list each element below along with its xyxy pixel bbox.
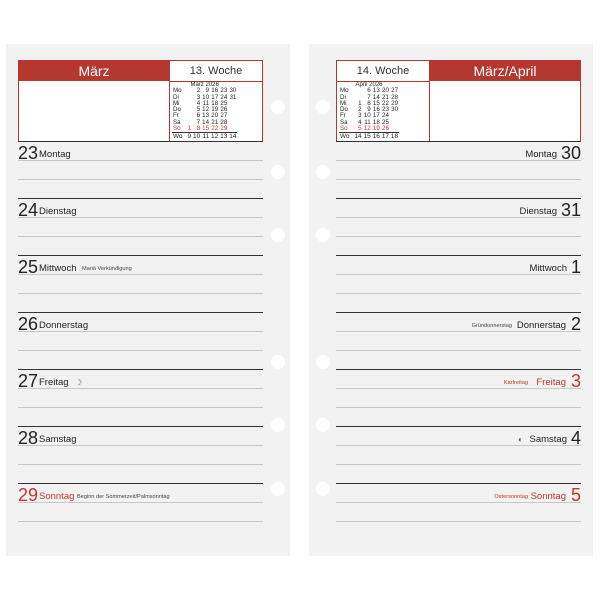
mini-calendar-cell: 27	[391, 87, 399, 95]
mini-calendar-cell: 7	[196, 118, 201, 126]
mini-calendar-cell: 13	[202, 112, 210, 120]
day-name: Mittwoch	[39, 263, 77, 274]
day-number: 27	[18, 371, 39, 391]
day-entry[interactable]	[336, 255, 581, 312]
mini-calendar-cell: 31	[229, 93, 237, 101]
punch-hole	[316, 418, 330, 432]
day-name: Donnerstag	[39, 320, 89, 331]
month-box	[18, 60, 170, 142]
day-number: 31	[560, 200, 581, 220]
mini-calendar-cell: 18	[390, 133, 399, 141]
mini-calendar-cell: 1	[187, 125, 192, 133]
left-header	[18, 60, 263, 142]
mini-calendar-cell: 22	[382, 99, 389, 107]
mini-calendar-cell: 19	[211, 106, 219, 114]
mini-calendar-cell: 19	[372, 125, 380, 133]
mini-calendar-cell: 21	[211, 118, 219, 126]
day-number: 25	[18, 257, 39, 277]
mini-calendar-cell: 29	[220, 125, 228, 133]
day-entry[interactable]	[336, 198, 581, 255]
day-name: Sonntag	[530, 491, 566, 502]
mini-calendar-cell: 17	[211, 93, 219, 101]
mini-calendar-cell: 17	[372, 112, 380, 120]
day-entry[interactable]	[18, 483, 263, 540]
punch-hole	[316, 228, 330, 242]
mini-calendar-table	[172, 88, 237, 140]
day-number: 28	[18, 428, 39, 448]
mini-calendar-cell: 6	[196, 112, 201, 120]
day-number: 3	[570, 371, 581, 391]
mini-calendar-row	[339, 126, 399, 133]
mini-calendar-cell: 7	[367, 93, 371, 101]
day-number: 23	[18, 143, 39, 163]
mini-calendar-cell: 2	[358, 106, 362, 114]
mini-calendar-cell: 12	[363, 125, 371, 133]
mini-calendar-weekday: Mi	[173, 99, 180, 107]
mini-calendar-cell: 25	[220, 99, 228, 107]
mini-calendar-title: März 2026	[190, 82, 219, 88]
mini-calendar-cell: 6	[367, 87, 371, 95]
mini-calendar-cell: 5	[196, 106, 201, 114]
day-number: 29	[18, 485, 39, 505]
mini-calendar-cell: 16	[372, 106, 380, 114]
week-box	[336, 60, 430, 142]
mini-calendar-cell: 30	[391, 106, 399, 114]
mini-calendar-cell: 28	[391, 93, 399, 101]
mini-calendar-row	[339, 133, 399, 141]
day-entry[interactable]	[336, 426, 581, 483]
mini-calendar-weekday: Sa	[340, 118, 348, 126]
mini-calendar-cell: 18	[372, 118, 380, 126]
day-name: Freitag	[536, 377, 566, 388]
mini-calendar-cell: 20	[382, 87, 389, 95]
mini-calendar-cell: 23	[220, 87, 228, 95]
day-entry[interactable]	[336, 312, 581, 369]
moon-phase-icon: ☽	[75, 378, 83, 387]
mini-calendar-cell: 3	[358, 112, 362, 120]
mini-calendar-cell: 9	[187, 133, 192, 141]
mini-calendar-weekday: Wo	[172, 133, 186, 141]
month-title: März	[19, 61, 169, 81]
day-entry[interactable]	[18, 426, 263, 483]
mini-calendar-weekday: Mo	[173, 87, 182, 95]
mini-calendar-cell: 9	[205, 87, 210, 95]
day-note: Gründonnerstag	[471, 323, 512, 329]
punch-hole	[271, 165, 285, 179]
month-box	[429, 60, 581, 142]
month-title: März/April	[430, 61, 580, 81]
mini-calendar-cell: 23	[382, 106, 389, 114]
mini-calendar-cell: 28	[220, 118, 228, 126]
punch-hole	[271, 228, 285, 242]
day-name: Freitag	[39, 377, 69, 388]
mini-calendar-cell: 4	[196, 99, 201, 107]
mini-calendar-cell: 16	[211, 87, 219, 95]
day-note: Mariä Verkündigung	[82, 266, 132, 272]
day-number: 2	[570, 314, 581, 334]
mini-calendar-cell	[228, 126, 237, 133]
mini-calendar-weekday: Wo	[339, 133, 353, 141]
mini-calendar-cell: 10	[202, 93, 210, 101]
punch-hole	[271, 418, 285, 432]
mini-calendar-cell: 29	[391, 99, 399, 107]
day-note: Beginn der Sommerzeit/Palmsonntag	[77, 494, 170, 500]
mini-calendar-cell: 15	[363, 133, 371, 141]
day-entry[interactable]	[336, 483, 581, 540]
punch-hole	[316, 355, 330, 369]
mini-calendar-cell: 27	[220, 112, 228, 120]
mini-calendar-cell: 24	[382, 112, 389, 120]
day-number: 1	[570, 257, 581, 277]
mini-calendar-weekday: Di	[340, 93, 346, 101]
mini-calendar-cell: 24	[220, 93, 228, 101]
day-name: Mittwoch	[529, 263, 567, 274]
day-number: 24	[18, 200, 39, 220]
mini-calendar-weekday: Fr	[340, 112, 346, 120]
mini-calendar-cell: 30	[229, 87, 237, 95]
day-number: 5	[570, 485, 581, 505]
mini-calendar-cell: 8	[196, 125, 201, 133]
mini-calendar-cell: 8	[367, 99, 371, 107]
mini-calendar-cell: 18	[211, 99, 219, 107]
mini-calendar-cell: 11	[202, 133, 210, 141]
mini-calendar-weekday: Do	[340, 106, 348, 114]
mini-calendar-cell: 14	[354, 133, 362, 141]
day-name: Sonntag	[39, 491, 75, 502]
mini-calendar-cell: 10	[193, 133, 201, 141]
punch-hole	[316, 165, 330, 179]
mini-calendar-weekday: Sa	[173, 118, 181, 126]
mini-calendar-weekday: Mi	[340, 99, 347, 107]
mini-calendar-weekday: Di	[173, 93, 179, 101]
punch-hole	[316, 100, 330, 114]
mini-calendar-cell: 26	[382, 125, 389, 133]
day-name: Donnerstag	[516, 320, 566, 331]
mini-calendar-cell: 4	[358, 118, 362, 126]
mini-calendar-cell: 3	[196, 93, 201, 101]
punch-hole	[316, 482, 330, 496]
week-title: 13. Woche	[170, 61, 262, 82]
mini-calendar-cell: 13	[372, 87, 380, 95]
mini-calendar-cell: 26	[220, 106, 228, 114]
day-entry[interactable]	[336, 141, 581, 198]
day-number: 30	[560, 143, 581, 163]
day-note: Karfreitag	[503, 380, 528, 386]
mini-calendar-table	[339, 88, 399, 140]
day-entry[interactable]	[18, 369, 263, 426]
day-entry[interactable]	[18, 198, 263, 255]
mini-calendar-cell: 13	[220, 133, 228, 141]
punch-hole	[271, 100, 285, 114]
mini-calendar-cell: 22	[211, 125, 219, 133]
mini-calendar	[172, 82, 237, 141]
day-name: Samstag	[39, 434, 77, 445]
moon-phase-icon: ◐	[518, 435, 523, 444]
day-entry[interactable]	[18, 255, 263, 312]
mini-calendar-weekday: So	[173, 125, 181, 133]
week-title: 14. Woche	[337, 61, 429, 82]
mini-calendar-cell: 12	[211, 133, 219, 141]
mini-calendar-cell: 11	[202, 99, 210, 107]
week-box	[169, 60, 263, 142]
day-entry[interactable]	[336, 369, 581, 426]
mini-calendar-cell: 21	[382, 93, 389, 101]
mini-calendar-weekday: Mo	[340, 87, 349, 95]
mini-calendar-cell: 17	[381, 133, 389, 141]
mini-calendar-cell	[390, 126, 399, 133]
day-name: Montag	[525, 149, 557, 160]
day-name: Dienstag	[39, 206, 77, 217]
mini-calendar-cell: 9	[367, 106, 371, 114]
mini-calendar-cell: 5	[358, 125, 362, 133]
mini-calendar-cell: 1	[358, 99, 362, 107]
mini-calendar-weekday: Do	[173, 106, 181, 114]
mini-calendar-cell: 20	[211, 112, 219, 120]
mini-calendar-cell: 15	[202, 125, 210, 133]
mini-calendar-cell: 12	[202, 106, 210, 114]
day-name: Montag	[39, 149, 71, 160]
punch-hole	[271, 355, 285, 369]
mini-calendar-cell: 14	[229, 133, 237, 141]
day-name: Samstag	[529, 434, 567, 445]
right-header	[336, 60, 581, 142]
mini-calendar-weekday: So	[340, 125, 348, 133]
mini-calendar-row	[172, 126, 237, 133]
day-note: Ostersonntag	[494, 494, 528, 500]
mini-calendar-cell: 14	[202, 118, 210, 126]
punch-hole	[271, 482, 285, 496]
day-entry[interactable]	[18, 312, 263, 369]
mini-calendar-cell: 14	[372, 93, 380, 101]
mini-calendar-cell: 10	[363, 112, 371, 120]
day-entry[interactable]	[18, 141, 263, 198]
mini-calendar-weekday: Fr	[173, 112, 179, 120]
mini-calendar	[339, 82, 399, 141]
mini-calendar-title: April 2026	[355, 82, 383, 88]
day-number: 26	[18, 314, 39, 334]
mini-calendar-row	[172, 133, 237, 141]
mini-calendar-cell: 16	[372, 133, 380, 141]
mini-calendar-cell: 25	[382, 118, 389, 126]
mini-calendar-cell: 11	[364, 118, 371, 126]
day-name: Dienstag	[519, 206, 557, 217]
day-number: 4	[570, 428, 581, 448]
mini-calendar-cell: 2	[196, 87, 201, 95]
mini-calendar-cell: 15	[372, 99, 380, 107]
